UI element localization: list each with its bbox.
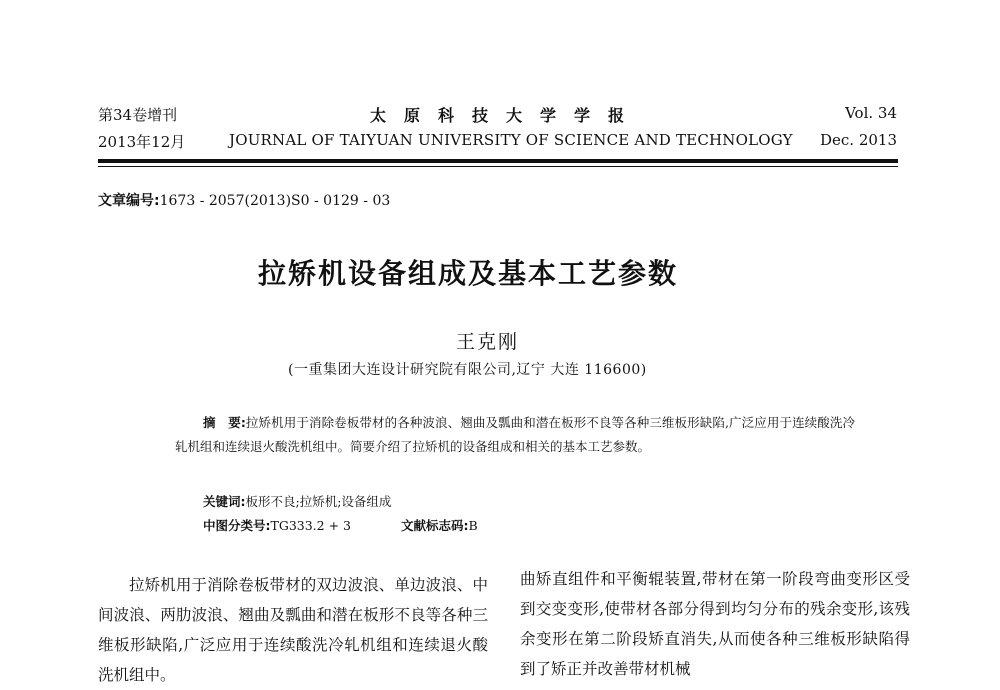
paper-title: 拉矫机设备组成及基本工艺参数: [258, 257, 679, 290]
header-rule-thin: [98, 166, 898, 167]
body-left-paragraph: 拉矫机用于消除卷板带材的双边波浪、单边波浪、中间波浪、两肋波浪、翘曲及瓢曲和潜在板形不良等各种三维板形缺陷,广泛应用于连续酸洗冷轧机组和连续退火酸洗机组中。: [98, 576, 488, 684]
keywords-label: 关键词:: [203, 494, 246, 509]
classification-label: 中图分类号:: [203, 518, 271, 533]
date-en: Dec. 2013: [819, 131, 897, 149]
keywords-text: 板形不良;拉矫机;设备组成: [245, 494, 392, 509]
document-code-label: 文献标志码:: [400, 518, 469, 533]
author-name: 王克刚: [456, 331, 520, 353]
document-code-value: B: [468, 518, 478, 533]
volume-cn: 第34卷增刊: [98, 106, 178, 124]
article-number: [98, 190, 390, 210]
classification: [203, 516, 478, 534]
journal-title-en: JOURNAL OF TAIYUAN UNIVERSITY OF SCIENCE AND TECHNOLOGY: [229, 131, 793, 149]
article-number-value: 1673 - 2057(2013)S0 - 0129 - 03: [159, 193, 391, 209]
volume-en: Vol. 34: [845, 104, 897, 122]
author-affiliation: (一重集团大连设计研究院有限公司,辽宁 大连 116600): [288, 362, 647, 378]
journal-title-cn: 太原科技大学学报: [370, 106, 643, 125]
article-number-label: 文章编号:: [98, 193, 160, 209]
date-cn: 2013年12月: [98, 133, 186, 151]
classification-value: TG333.2 + 3: [270, 518, 351, 533]
body-right-paragraph: 曲矫直组件和平衡辊装置,带材在第一阶段弯曲变形区受到交变变形,使带材各部分得到均匀分布的残余变形,该残余变形在第二阶段矫直消失,从而使各种三维板形缺陷得到了矫正并改善带材机械: [520, 570, 910, 678]
abstract: [175, 411, 855, 459]
keywords: [203, 492, 391, 510]
abstract-label: 摘 要:: [203, 415, 246, 430]
body-right-column: [520, 564, 910, 684]
body-left-column: [98, 570, 488, 690]
abstract-text: 拉矫机用于消除卷板带材的各种波浪、翘曲及瓢曲和潜在板形不良等各种三维板形缺陷,广泛应用于连续酸洗冷轧机组和连续退火酸洗机组中。简要介绍了拉矫机的设备组成和相关的基本工艺参数。: [175, 415, 856, 454]
header-rule-thick: [98, 159, 898, 163]
